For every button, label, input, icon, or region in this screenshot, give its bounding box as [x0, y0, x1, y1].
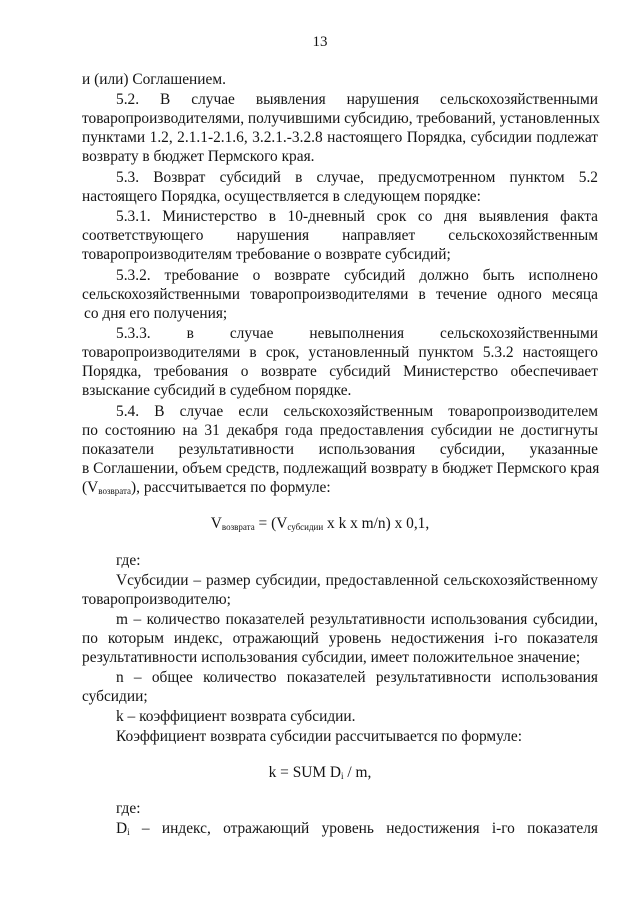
subscript: i: [127, 827, 130, 837]
text-fragment: ), рассчитывается по формуле:: [131, 479, 331, 496]
text-line: пунктами 1.2, 2.1.1-2.1.6, 3.2.1.-3.2.8 настоящего Порядка, субсидии подлежат: [82, 129, 598, 146]
formula-coefficient: [0, 763, 640, 786]
text-line: сельскохозяйственными товаропроизводителями в течение одного месяца: [82, 286, 598, 303]
text-line: со дня его получения;: [84, 305, 228, 322]
definition-n: n – общее количество показателей результативности использования: [116, 669, 598, 686]
text-line: и (или) Соглашением.: [82, 71, 226, 88]
where-label: где:: [116, 800, 141, 817]
paragraph-5-2-start: 5.2. В случае выявления нарушения сельскохозяйственными: [116, 91, 598, 108]
paragraph-5-3-start: 5.3. Возврат субсидий в случае, предусмотренном пунктом 5.2: [116, 169, 598, 186]
formula-part: k = SUM D: [268, 764, 342, 781]
text-fragment: (V: [82, 479, 99, 496]
formula-part: x k x m/n) x 0,1,: [323, 515, 430, 532]
formula-part: / m,: [343, 764, 372, 781]
definition-v-subsidy: Vсубсидии – размер субсидии, предоставленной сельскохозяйственному: [116, 572, 598, 589]
text-line: Порядка, требования о возврате субсидий Министерство обеспечивает: [82, 363, 598, 380]
text-line: товаропроизводителю;: [82, 591, 231, 608]
text-line: возврату в бюджет Пермского края.: [82, 148, 315, 165]
formula-part: = (V: [254, 515, 288, 532]
text-line: показатели результативности использования субсидии, указанные: [82, 441, 598, 458]
text-line: товаропроизводителями в срок, установленный пунктом 5.3.2 настоящего: [82, 344, 598, 361]
definition-m: m – количество показателей результативности использования субсидии,: [116, 611, 598, 628]
text-fragment: – индекс, отражающий уровень недостижения i-го показателя: [129, 820, 598, 837]
paragraph-5-4-start: 5.4. В случае если сельскохозяйственным товаропроизводителем: [116, 403, 598, 420]
subscript: i: [341, 771, 344, 781]
formula-part: V: [210, 515, 222, 532]
text-line: по которым индекс, отражающий уровень недостижения i-го показателя: [82, 630, 598, 647]
definition-d: [116, 819, 598, 842]
where-label: где:: [116, 552, 141, 569]
text-line: по состоянию на 31 декабря года предоставления субсидии не достигнуты: [82, 422, 598, 439]
text-line: товаропроизводителями, получившими субсидию, требований, установленных: [82, 110, 601, 127]
text-line: субсидии;: [82, 688, 148, 705]
paragraph-5-3-2-start: 5.3.2. требование о возврате субсидий должно быть исполнено: [116, 267, 598, 284]
text-line: взыскание субсидий в судебном порядке.: [82, 382, 352, 399]
text-line: Коэффициент возврата субсидии рассчитывается по формуле:: [116, 728, 522, 745]
text-line: в Соглашении, объем средств, подлежащий возврату в бюджет Пермского края: [82, 460, 600, 477]
page-number: 13: [312, 34, 328, 50]
paragraph-5-3-3-start: 5.3.3. в случае невыполнения сельскохозяйственными: [116, 325, 598, 342]
paragraph-5-3-1-start: 5.3.1. Министерство в 10-дневный срок со дня выявления факта: [116, 208, 598, 225]
subscript: субсидии: [287, 522, 324, 532]
text-line: результативности использования субсидии, имеет положительное значение;: [82, 649, 581, 666]
text-fragment: D: [116, 820, 128, 837]
subscript: возврата: [221, 522, 255, 532]
text-line: настоящего Порядка, осуществляется в следующем порядке:: [82, 188, 481, 205]
definition-k: k – коэффициент возврата субсидии.: [116, 708, 356, 725]
text-line: товаропроизводителям требование о возврате субсидий;: [82, 246, 451, 263]
subscript: возврата: [98, 486, 132, 496]
text-line: [82, 478, 598, 501]
formula-refund-volume: [0, 514, 640, 537]
text-line: соответствующего нарушения направляет сельскохозяйственным: [82, 227, 598, 244]
